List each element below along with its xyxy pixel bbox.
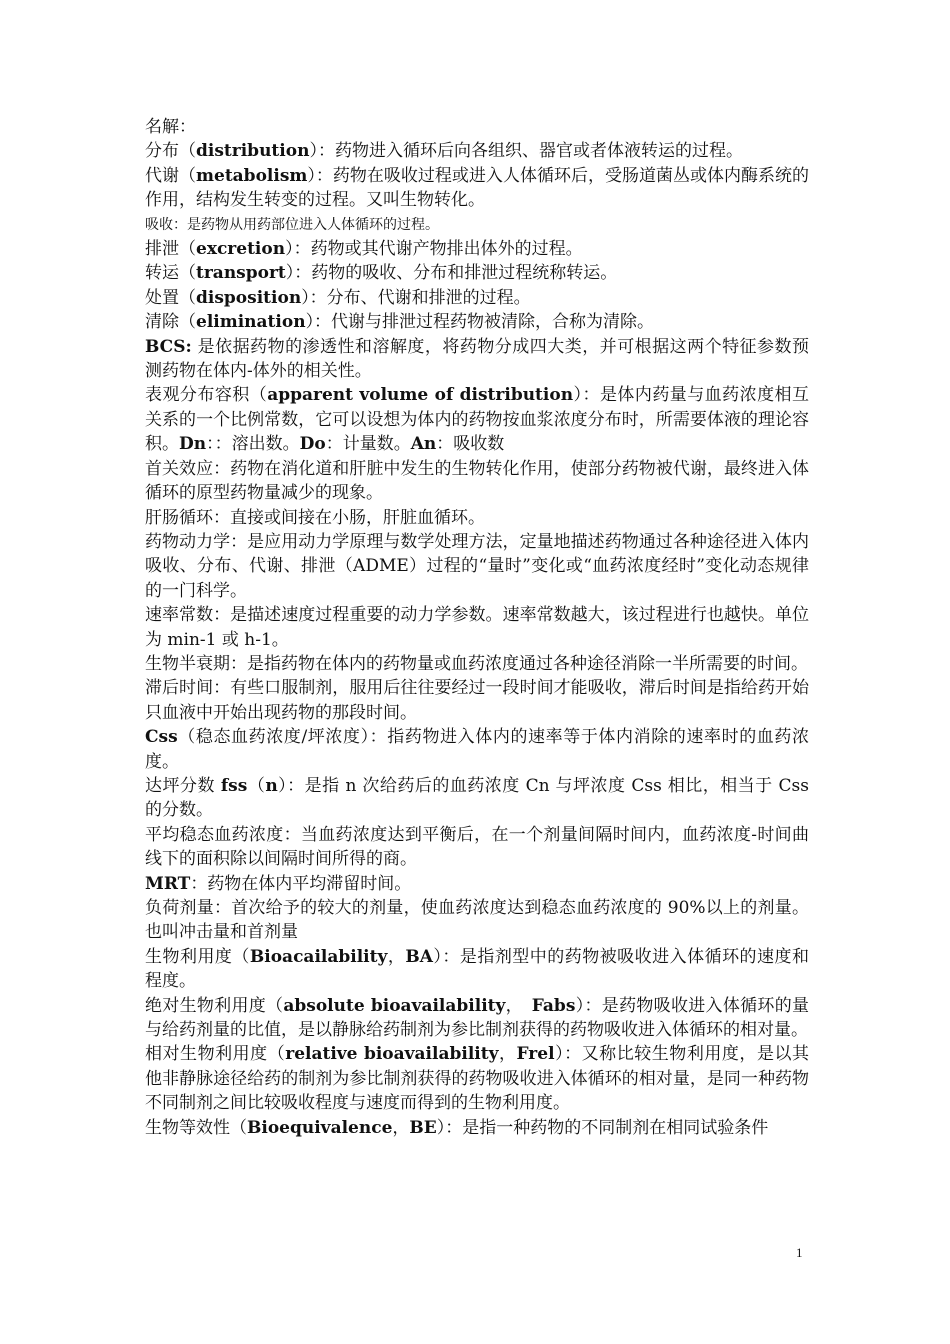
body-text: 表观分布容积（ [145,385,268,406]
term-text: apparent volume of distribution [267,385,574,406]
definition-paragraph [145,261,809,285]
term-text: disposition [196,287,302,308]
body-text: ， [498,1044,517,1065]
body-text: ）：药物进入循环后向各组织、器官或者体液转运的过程。 [309,141,743,162]
body-text: 生物等效性（ [145,1117,247,1138]
definition-paragraph [145,383,809,456]
term-text: metabolism [196,165,308,186]
body-text: 分布（ [145,141,196,162]
body-text: 相对生物利用度（ [145,1044,286,1065]
body-text: 平均稳态血药浓度：当血药浓度达到平衡后，在一个剂量间隔时间内，血药浓度-时间曲线下的面积除以间隔时间所得的商。 [145,824,809,870]
body-text: ：：溶出数。 [206,434,300,455]
body-text: ， [387,946,406,967]
body-text: 是依据药物的渗透性和溶解度，将药物分成四大类，并可根据这两个特征参数预测药物在体内-体外的相关性。 [145,336,809,382]
term-text: Frel [516,1044,555,1065]
definition-paragraph [145,603,809,652]
term-text: BA [405,946,433,967]
document-body [145,115,809,1140]
body-text: ， [392,1117,410,1138]
body-text: 转运（ [145,263,196,284]
definition-paragraph [145,164,809,213]
body-text: 速率常数：是描述速度过程重要的动力学参数。速率常数越大，该过程进行也越快。单位为 min-1 或 h-1。 [145,605,809,650]
body-text: 吸收：是药物从用药部位进入人体循环的过程。 [145,216,439,233]
definition-paragraph [145,115,809,139]
body-text: 肝肠循环：直接或间接在小肠，肝脏血循环。 [145,507,485,528]
body-text: 负荷剂量：首次给予的较大的剂量，使血药浓度达到稳态血药浓度的 90%以上的剂量。也叫冲击量和首剂量 [145,898,809,943]
term-text: absolute bioavailability [283,995,506,1016]
definition-paragraph [145,457,809,506]
term-text: BE [409,1117,437,1138]
body-text: ）：是指一种药物的不同制剂在相同试验条件 [436,1117,769,1138]
definition-paragraph [145,1042,809,1115]
term-text: n [265,775,278,796]
body-text: ：吸收数 [436,434,505,455]
body-text: 滞后时间：有些口服制剂，服用后往往要经过一段时间才能吸收，滞后时间是指给药开始只血液中开始出现药物的那段时间。 [145,678,809,723]
term-text: Css [145,727,178,748]
term-text: distribution [196,141,310,162]
term-text: MRT [145,873,191,894]
definition-paragraph [145,237,809,261]
definition-paragraph [145,1116,809,1140]
body-text: 名解： [145,117,196,137]
body-text: 首关效应：药物在消化道和肝脏中发生的生物转化作用，使部分药物被代谢，最终进入体循环的原型药物量减少的现象。 [145,458,809,504]
body-text: 生物利用度（ [145,946,250,967]
definition-paragraph [145,774,809,823]
body-text: （稳态血药浓度/坪浓度）：指药物进入体内的速率等于体内消除的速率时的血药浓度。 [145,727,809,772]
definition-paragraph [145,286,809,310]
body-text: 代谢（ [145,165,197,186]
term-text: Do [299,434,326,455]
term-text: elimination [196,312,306,333]
body-text: 处置（ [145,287,196,308]
body-text: （ [247,775,266,796]
body-text: ）：药物或其代谢产物排出体外的过程。 [285,239,583,260]
body-text: ）：是指 n 次给药后的血药浓度 Cn 与坪浓度 Css 相比，相当于 Css 的分数。 [145,775,809,821]
body-text: 绝对生物利用度（ [145,995,284,1016]
body-text: 达坪分数 [145,775,221,796]
term-text: fss [220,775,248,796]
definition-paragraph [145,335,809,384]
definition-paragraph [145,676,809,725]
body-text: ：计量数。 [325,434,411,455]
definition-paragraph [145,310,809,334]
definition-paragraph [145,725,809,774]
definition-paragraph [145,823,809,872]
definition-paragraph [145,213,809,237]
body-text: ， [505,995,532,1016]
term-text: Bioequivalence [247,1117,393,1138]
term-text: Bioacailability [249,946,388,967]
body-text: ：药物在体内平均滞留时间。 [190,873,412,894]
term-text: transport [196,263,286,284]
term-text: Dn [179,434,207,455]
definition-paragraph [145,506,809,530]
body-text: ）：药物在吸收过程或进入人体循环后，受肠道菌丛或体内酶系统的作用，结构发生转变的过程。又叫生物转化。 [145,165,810,211]
definition-paragraph [145,530,809,603]
body-text: ）：代谢与排泄过程药物被清除，合称为清除。 [305,312,655,333]
body-text: 清除（ [145,312,196,333]
body-text: ）：药物的吸收、分布和排泄过程统称转运。 [285,263,618,284]
body-text: ）：分布、代谢和排泄的过程。 [301,287,531,308]
term-text: relative bioavailability [285,1044,499,1065]
body-text: ）：又称比较生物利用度，是以其他非静脉途径给药的制剂为参比制剂获得的药物吸收进入体循环的相对量，是同一种药物不同制剂之间比较吸收程度与速度而得到的生物利用度。 [145,1044,810,1114]
definition-paragraph [145,652,809,676]
page-number: 1 [796,1245,803,1260]
term-text: An [410,434,437,455]
body-text: 生物半衰期：是指药物在体内的药物量或血药浓度通过各种途径消除一半所需要的时间。 [145,653,808,674]
term-text: excretion [196,239,286,260]
definition-paragraph [145,994,809,1043]
definition-paragraph [145,896,809,945]
body-text: ）：是指剂型中的药物被吸收进入体循环的速度和程度。 [145,946,810,992]
definition-paragraph [145,945,809,994]
body-text: 药物动力学：是应用动力学原理与数学处理方法，定量地描述药物通过各种途径进入体内吸收、分布、代谢、排泄（ADME）过程的“量时”变化或“血药浓度经时”变化动态规律的一门科学。 [145,531,809,601]
definition-paragraph [145,139,809,163]
body-text: 排泄（ [145,239,196,260]
body-text: ）：是药物吸收进入体循环的量与给药剂量的比值，是以静脉给药制剂为参比制剂获得的药物吸收进入体循环的相对量。 [145,995,810,1041]
term-text: BCS: [145,336,192,357]
term-text: Fabs [531,995,576,1016]
body-text: ）：是体内药量与血药浓度相互关系的一个比例常数，它可以设想为体内的药物按血浆浓度分布时，所需要体液的理论容积。 [145,385,810,455]
definition-paragraph [145,872,809,896]
